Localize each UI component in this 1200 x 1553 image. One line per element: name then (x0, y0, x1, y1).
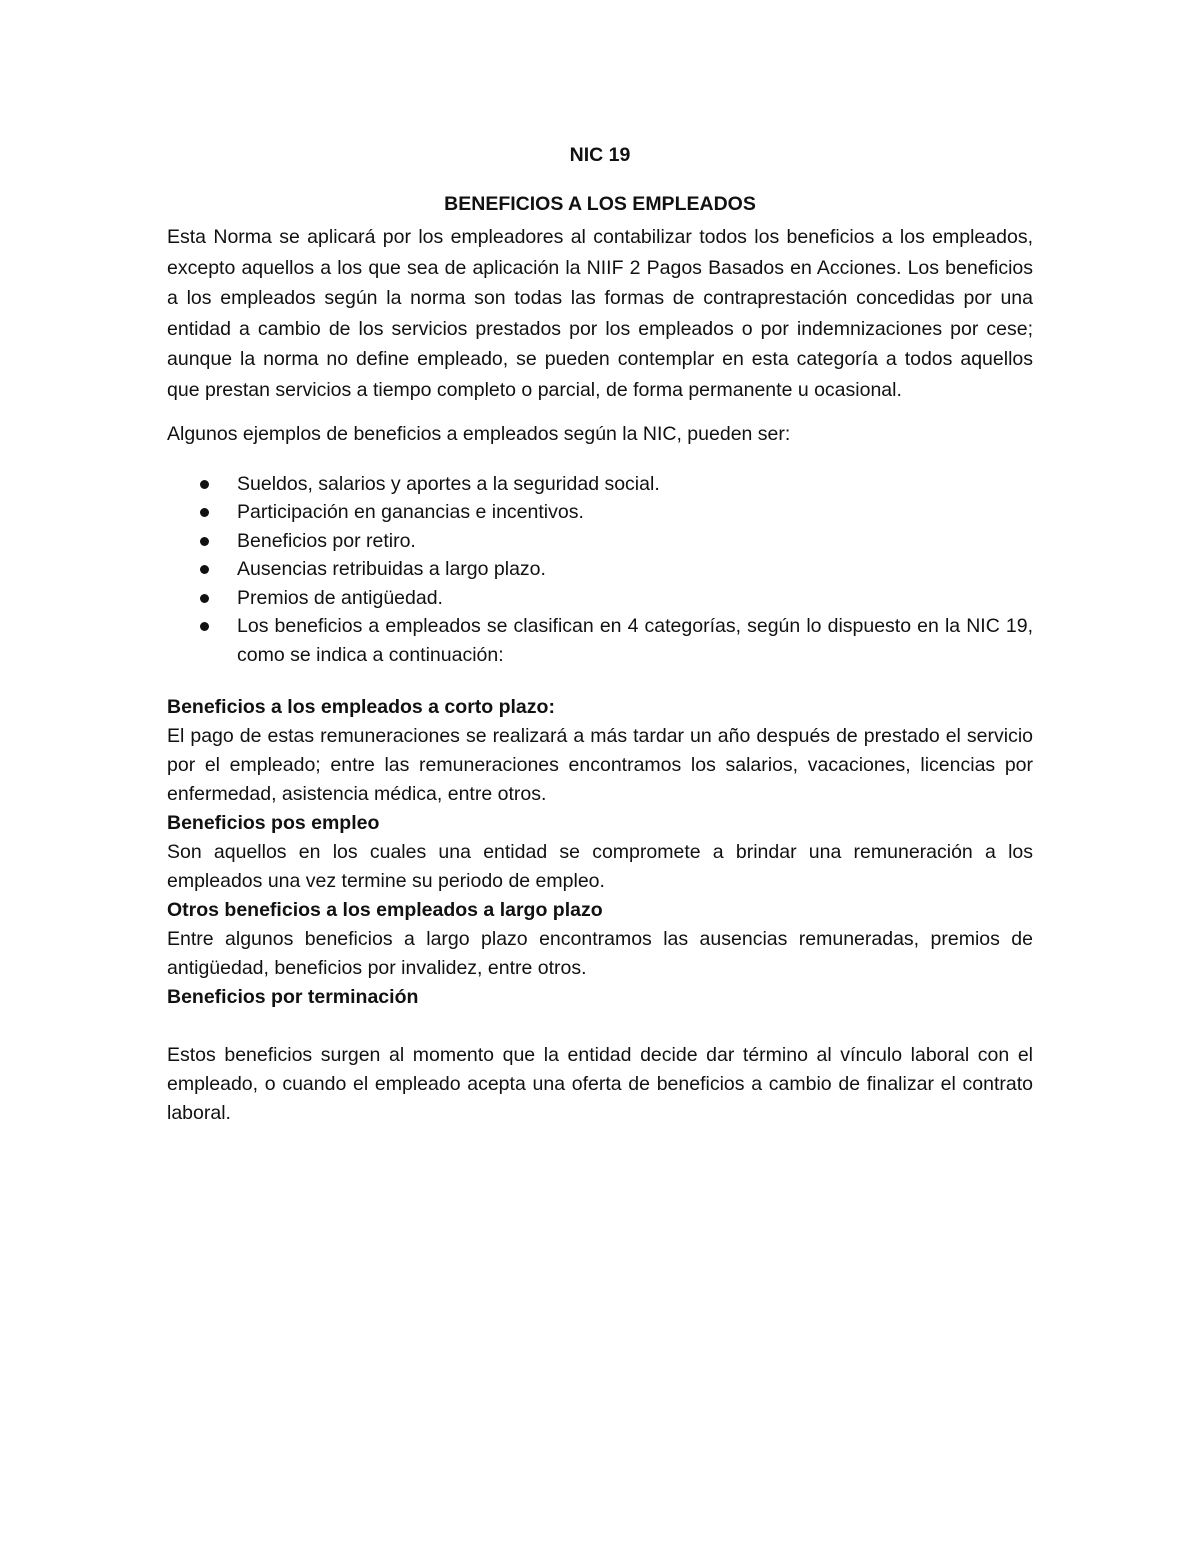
list-item-text: Los beneficios a empleados se clasifican en 4 categorías, según lo dispuesto en la NIC 19, como se indica a continuación: (237, 615, 1033, 666)
list-item (167, 470, 1033, 499)
list-item (167, 527, 1033, 556)
bullet-icon (200, 622, 209, 631)
list-item-text: Ausencias retribuidas a largo plazo. (237, 558, 546, 580)
list-item-text: Premios de antigüedad. (237, 586, 443, 609)
list-item-text: Beneficios por retiro. (237, 529, 416, 552)
list-item (167, 584, 1033, 613)
list-item (167, 498, 1033, 527)
bullet-icon (200, 565, 209, 574)
document-subtitle: BENEFICIOS A LOS EMPLEADOS (444, 192, 756, 215)
list-item-text: Sueldos, salarios y aportes a la seguridad social. (237, 472, 660, 495)
document-title: NIC 19 (569, 144, 631, 166)
list-item (167, 555, 1033, 584)
section-heading-termination: Beneficios por terminación (167, 986, 419, 1008)
list-item-text: Participación en ganancias e incentivos. (237, 501, 584, 523)
section-body-long-term: Entre algunos beneficios a largo plazo encontramos las ausencias remuneradas, premios de antigüedad, beneficios por invalidez, entre otros. (167, 928, 1033, 979)
bullet-icon (200, 508, 209, 517)
section-body-post-employment: Son aquellos en los cuales una entidad se compromete a brindar una remuneración a los empleados una vez termine su periodo de empleo. (167, 841, 1033, 892)
section-heading-post-employment: Beneficios pos empleo (167, 812, 380, 834)
list-lead: Algunos ejemplos de beneficios a empleados según la NIC, pueden ser: (167, 423, 791, 445)
intro-paragraph: Esta Norma se aplicará por los empleadores al contabilizar todos los beneficios a los empleados, excepto aquellos a los que sea de aplicación la NIIF 2 Pagos Basados en Acciones. Los beneficios a los empleados según la norma son todas las formas de contraprestación concedidas por una entidad a cambio de los servicios prestados por los empleados o por indemnizaciones por cese; aunque la norma no define empleado, se pueden contemplar en esta categoría a todos aquellos que prestan servicios a tiempo completo o parcial, de forma permanente u ocasional. (167, 226, 1033, 401)
section-heading-long-term: Otros beneficios a los empleados a largo plazo (167, 899, 603, 921)
section-body-termination: Estos beneficios surgen al momento que la entidad decide dar término al vínculo laboral con el empleado, o cuando el empleado acepta una oferta de beneficios a cambio de finalizar el contrato laboral. (167, 1044, 1033, 1124)
bullet-icon (200, 537, 209, 546)
bullet-icon (200, 594, 209, 603)
list-item (167, 612, 1033, 669)
bullet-icon (200, 480, 209, 489)
examples-list (167, 470, 1033, 670)
document-content (167, 140, 1033, 1128)
section-body-short-term: El pago de estas remuneraciones se realizará a más tardar un año después de prestado el servicio por el empleado; entre las remuneraciones encontramos los salarios, vacaciones, licencias por enfermedad, asistencia médica, entre otros. (167, 725, 1033, 805)
section-heading-short-term: Beneficios a los empleados a corto plazo: (167, 696, 555, 718)
